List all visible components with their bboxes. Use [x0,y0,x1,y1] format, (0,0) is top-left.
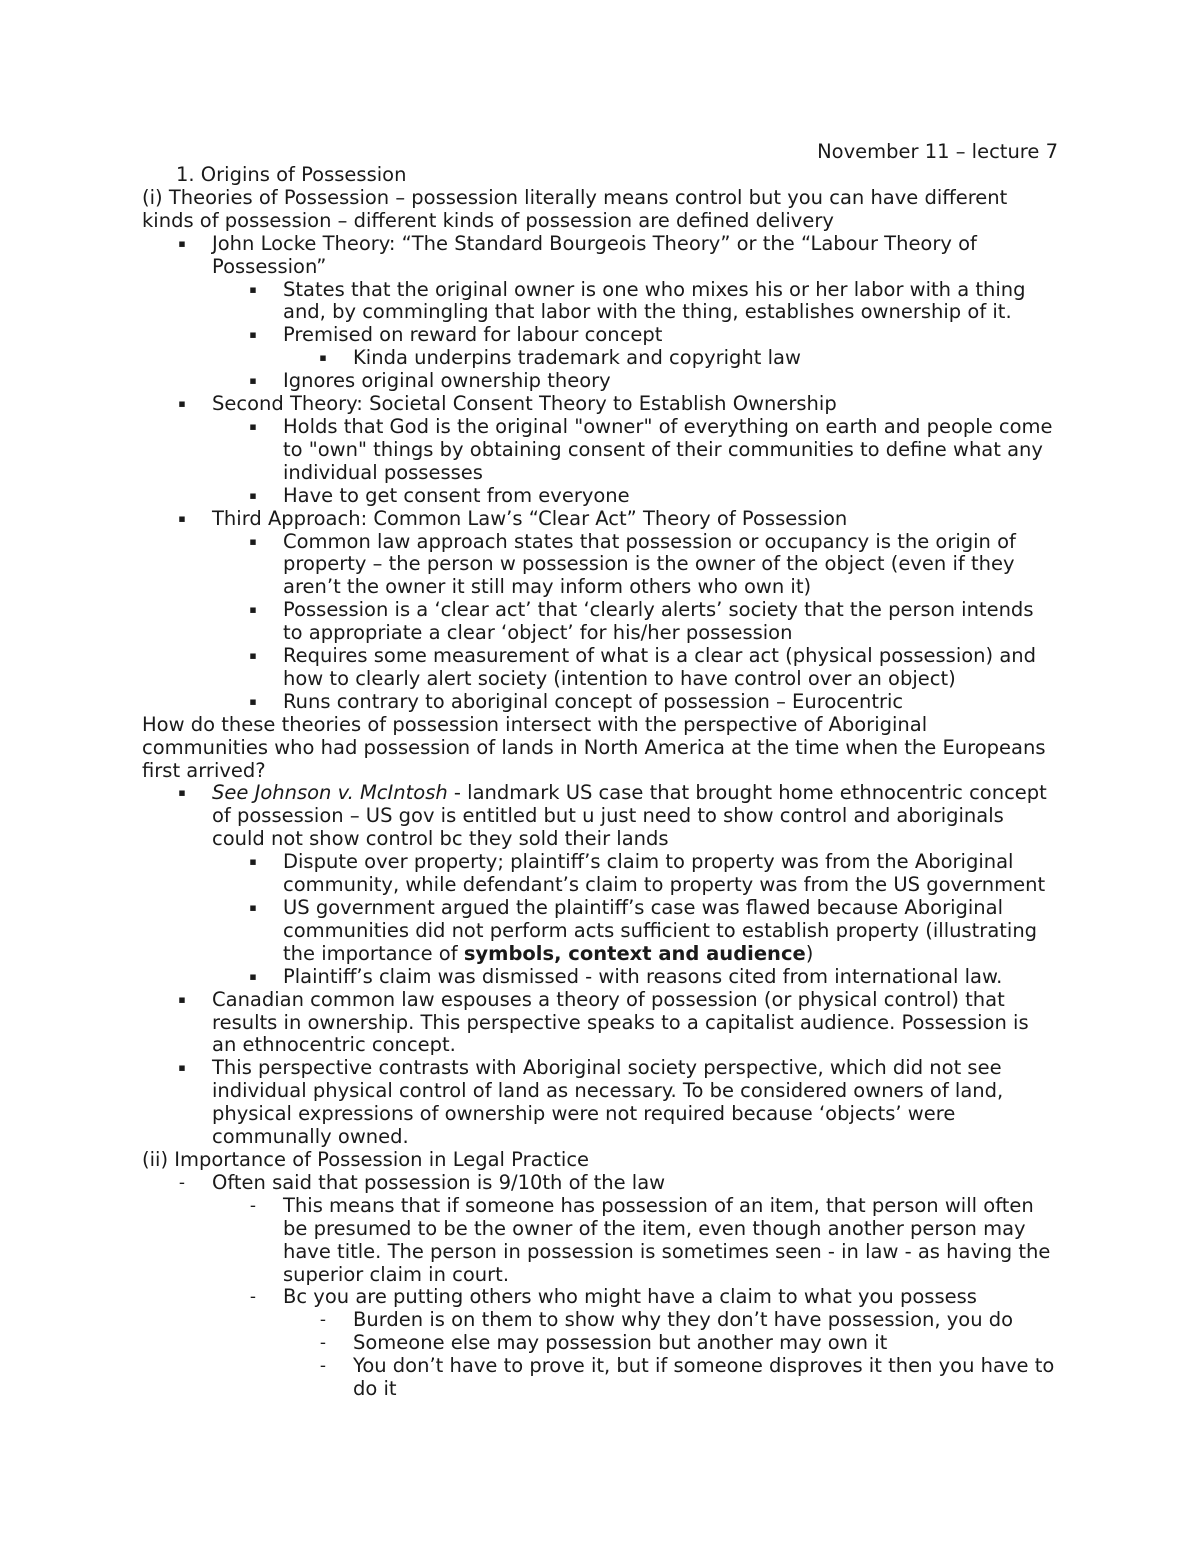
bullet-contrast: ▪ This perspective contrasts with Aboriginal society perspective, which did not see [142,1057,1062,1080]
question-text: How do these theories of possession intersect with the perspective of Aboriginal [142,712,928,736]
bullet-marker: ▪ [178,236,186,250]
bullet-marker: ▪ [249,649,257,663]
dash-means-cont: have title. The person in possession is sometimes seen - in law - as having the [283,1239,1051,1263]
bullet-marker: ▪ [249,901,257,914]
bullet-contrast-cont: physical expressions of ownership were not required because ‘objects’ were [212,1102,956,1126]
bullet-marker: ▪ [178,1061,186,1075]
bullet-third-common-law-cont: property – the person w possession is the owner of the object (even if they [283,552,1015,576]
question-text-cont: first arrived? [142,758,266,782]
dash-someone-else: - Someone else may possession but another may own it [142,1332,1062,1355]
bullet-second-holds-cont: individual possesses [283,460,483,484]
bullet-johnson-argued-cont: communities did not perform acts sufficient to establish property (illustrating [283,918,1038,942]
bullet-johnson-dismissed: ▪ Plaintiff’s claim was dismissed - with reasons cited from international law. [142,966,1062,989]
dash-means-cont: be presumed to be the owner of the item, even though another person may [283,1216,1026,1240]
bullet-locke-states-cont: and, by commingling that labor with the thing, establishes ownership of it. [283,300,1012,324]
bold-emphasis: symbols, context and audience [463,941,806,965]
bullet-marker: ▪ [178,397,186,411]
theories-intro: (i) Theories of Possession – possession literally means control but you can have different kinds of possession – different kinds of possession are defined delivery [142,185,1008,232]
bullet-locke-premised: ▪ Premised on reward for labour concept [142,324,1062,347]
dash-nine-tenths: - Often said that possession is 9/10th of the law [142,1172,1062,1195]
bullet-second-consent: ▪ Have to get consent from everyone [142,485,1062,508]
bullet-johnson-argued: ▪ US government argued the plaintiff’s case was flawed because Aboriginal [142,897,1062,920]
question-text-cont: communities who had possession of lands in North America at the time when the Europeans [142,735,1046,759]
bullet-third-measurement: ▪ Requires some measurement of what is a clear act (physical possession) and [142,645,1062,668]
bullet-second-holds-cont: to "own" things by obtaining consent of their communities to define what any [283,437,1043,461]
bullet-marker: ▪ [249,488,257,502]
bullet-johnson-cont: could not show control bc they sold their lands [212,827,669,851]
dash-means-cont: superior claim in court. [283,1262,510,1286]
bullet-third-title: ▪ Third Approach: Common Law’s “Clear Act” Theory of Possession [142,508,1062,531]
dash-bc: - Bc you are putting others who might have a claim to what you possess [142,1286,1062,1309]
bullet-marker: ▪ [249,694,257,708]
bullet-second-title: ▪ Second Theory: Societal Consent Theory to Establish Ownership [142,393,1062,416]
bullet-marker: ▪ [249,328,257,342]
bullet-contrast-cont: individual physical control of land as necessary. To be considered owners of land, [212,1079,1004,1103]
dash-marker: - [319,1356,327,1377]
bullet-marker: ▪ [178,992,186,1006]
section-subheading: (ii) Importance of Possession in Legal Practice [142,1147,590,1171]
bullet-johnson-argued-cont: the importance of symbols, context and audience) [283,941,814,965]
bullet-locke-states: ▪ States that the original owner is one who mixes his or her labor with a thing [142,279,1062,302]
dash-burden: - Burden is on them to show why they don’t have possession, you do [142,1309,1062,1332]
bullet-contrast-cont: communally owned. [212,1125,409,1149]
bullet-third-contrary: ▪ Runs contrary to aboriginal concept of possession – Eurocentric [142,691,1062,714]
bullet-marker: ▪ [178,511,186,525]
bullet-third-measurement-cont: how to clearly alert society (intention to have control over an object) [283,666,956,690]
notes-body [142,164,1062,1401]
bullet-marker: ▪ [249,855,257,869]
bullet-locke-trademark: ▪ Kinda underpins trademark and copyright law [142,347,1062,370]
bullet-johnson-cont: of possession – US gov is entitled but u just need to show control and aboriginals [212,804,1004,828]
dash-marker: - [249,1195,257,1216]
bullet-marker: ▪ [249,282,257,296]
dash-marker: - [319,1333,327,1354]
bullet-canadian: ▪ Canadian common law espouses a theory of possession (or physical control) that [142,989,1062,1012]
bullet-third-clear-act-cont: to appropriate a clear ‘object’ for his/her possession [283,621,793,645]
bullet-johnson-dispute: ▪ Dispute over property; plaintiff’s claim to property was from the Aboriginal [142,851,1062,874]
bullet-locke-ignores: ▪ Ignores original ownership theory [142,370,1062,393]
bullet-marker: ▪ [178,786,186,800]
bullet-locke-title: ▪ John Locke Theory: “The Standard Bourgeois Theory” or the “Labour Theory of [142,233,1062,256]
dash-marker: - [319,1310,327,1331]
bullet-canadian-cont: an ethnocentric concept. [212,1033,456,1057]
bullet-locke-title-cont: Possession” [212,254,327,278]
dash-marker: - [178,1172,186,1193]
bullet-canadian-cont: results in ownership. This perspective speaks to a capitalist audience. Possession is [212,1010,1029,1034]
bullet-johnson-dispute-cont: community, while defendant’s claim to property was from the US government [283,873,1046,897]
bullet-marker: ▪ [249,603,257,617]
bullet-marker: ▪ [249,374,257,388]
dash-marker: - [249,1287,257,1308]
bullet-marker: ▪ [249,419,257,433]
bullet-johnson: ▪ See Johnson v. McIntosh - landmark US case that brought home ethnocentric concept [142,782,1062,805]
dash-prove: - You don’t have to prove it, but if someone disproves it then you have to [142,1355,1062,1378]
bullet-second-holds: ▪ Holds that God is the original "owner" of everything on earth and people come [142,416,1062,439]
bullet-third-common-law: ▪ Common law approach states that possession or occupancy is the origin of [142,531,1062,554]
bullet-third-common-law-cont: aren’t the owner it still may inform others who own it) [283,575,812,599]
case-citation: See Johnson v. McIntosh [212,781,448,805]
dash-prove-cont: do it [353,1377,397,1401]
bullet-marker: ▪ [249,969,257,983]
bullet-marker: ▪ [249,534,257,548]
bullet-marker: ▪ [319,351,327,365]
lecture-date: November 11 – lecture 7 [817,140,1058,163]
bullet-third-clear-act: ▪ Possession is a ‘clear act’ that ‘clearly alerts’ society that the person intends [142,599,1062,622]
dash-means: - This means that if someone has possession of an item, that person will often [142,1195,1062,1218]
section-heading: 1. Origins of Possession [176,163,407,186]
